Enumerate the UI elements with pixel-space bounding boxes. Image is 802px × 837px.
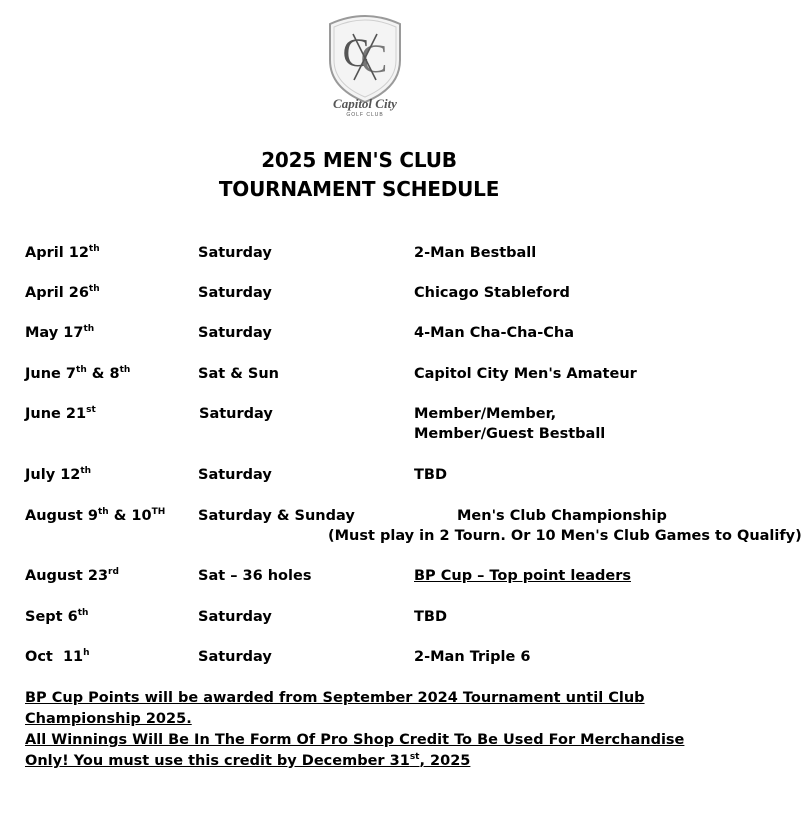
date-suffix: th [88, 284, 100, 294]
day-cell: Saturday [198, 649, 272, 665]
event-cell: 2-Man Triple 6 [414, 649, 531, 665]
svg-text:Capitol City: Capitol City [333, 96, 397, 111]
date-cell [25, 568, 119, 584]
svg-text:GOLF CLUB: GOLF CLUB [346, 112, 384, 118]
date-suffix: h [83, 648, 90, 658]
winnings-note [25, 730, 695, 772]
date-text: April 26 [25, 285, 89, 301]
event-cell: Chicago Stableford [414, 285, 570, 301]
day-cell: Sat – 36 holes [198, 568, 312, 584]
date-cell [25, 406, 96, 422]
winnings-year: , 2025 [419, 753, 471, 769]
date-cell [25, 649, 90, 665]
event-cell: Member/Member, [414, 406, 557, 422]
page-title-line2: TOURNAMENT SCHEDULE [218, 177, 500, 201]
date-text: April 12 [25, 245, 89, 261]
date-suffix: th [88, 244, 100, 254]
date-text: June 7 [25, 366, 77, 382]
event-cell: TBD [414, 467, 447, 483]
date-text: Oct 11 [25, 649, 84, 665]
date-cell [25, 245, 100, 261]
date-suffix-2: th [119, 365, 131, 375]
date-suffix: th [83, 324, 95, 334]
date-cell [25, 609, 88, 625]
date-text-2: & 10 [108, 508, 152, 524]
event-cell: 2-Man Bestball [414, 245, 537, 261]
winnings-suffix: st [409, 752, 420, 762]
date-text: June 21 [25, 406, 87, 422]
date-text: Sept 6 [25, 609, 78, 625]
day-cell: Saturday & Sunday [198, 508, 355, 524]
date-text: August 9 [25, 508, 98, 524]
date-suffix: th [80, 466, 92, 476]
date-cell [25, 508, 165, 524]
event-cell: TBD [414, 609, 447, 625]
day-cell: Saturday [198, 467, 272, 483]
date-suffix: st [86, 405, 96, 415]
day-cell: Saturday [198, 609, 272, 625]
day-cell: Saturday [198, 245, 272, 261]
date-suffix: th [77, 608, 89, 618]
date-text: August 23 [25, 568, 109, 584]
day-cell: Saturday [198, 325, 272, 341]
date-text: July 12 [25, 467, 81, 483]
date-cell [25, 467, 91, 483]
event-cell: BP Cup – Top point leaders [414, 568, 631, 584]
date-suffix: rd [108, 567, 119, 577]
svg-text:C: C [360, 36, 388, 81]
crest-icon [318, 10, 412, 118]
date-cell [25, 325, 94, 341]
day-cell: Saturday [199, 406, 273, 422]
date-text-2: & 8 [86, 366, 120, 382]
date-suffix: th [76, 365, 87, 375]
svg-text:C: C [342, 30, 370, 75]
date-suffix: th [97, 507, 109, 517]
date-cell [25, 366, 130, 382]
event-cell-line2: Member/Guest Bestball [414, 426, 606, 442]
day-cell: Sat & Sun [198, 366, 279, 382]
event-cell: Capitol City Men's Amateur [414, 366, 637, 382]
day-cell: Saturday [198, 285, 272, 301]
club-logo [318, 10, 412, 118]
event-cell-line2: (Must play in 2 Tourn. Or 10 Men's Club Games to Qualify) [328, 528, 802, 544]
date-text: May 17 [25, 325, 84, 341]
page-title-line1: 2025 MEN'S CLUB [261, 148, 457, 172]
points-note: BP Cup Points will be awarded from September 2024 Tournament until Club Championship 2025. [25, 690, 645, 727]
date-cell [25, 285, 100, 301]
event-cell: 4-Man Cha-Cha-Cha [414, 325, 574, 341]
event-cell: Men's Club Championship [457, 508, 667, 524]
date-suffix-2: TH [151, 507, 166, 517]
winnings-text: All Winnings Will Be In The Form Of Pro Shop Credit To Be Used For Merchandise Only! You must use this credit by December 31 [25, 732, 685, 769]
